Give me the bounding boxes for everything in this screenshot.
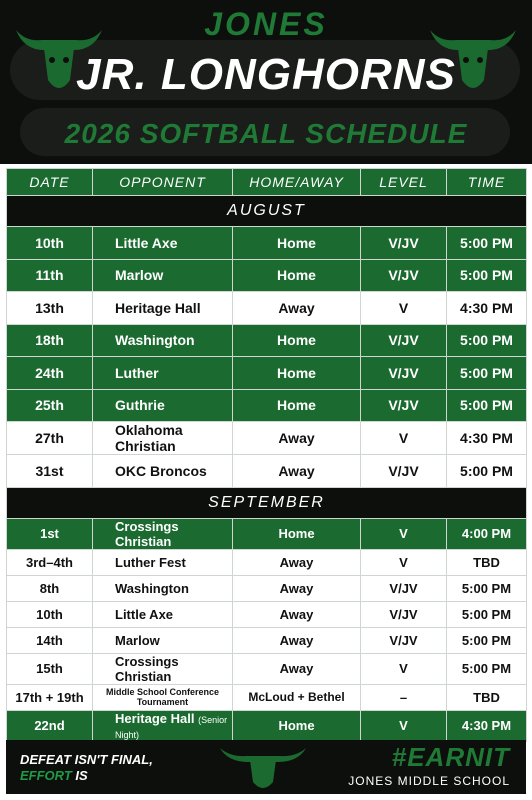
time-cell: TBD <box>447 549 527 575</box>
table-row <box>7 549 527 575</box>
level-cell: V <box>361 549 447 575</box>
school-title: JONES <box>204 6 328 42</box>
site-cell: Home <box>233 324 361 357</box>
table-row <box>7 627 527 653</box>
opponent-note: (Senior Night) <box>115 714 228 740</box>
date-cell: 15th <box>7 653 93 684</box>
month-row <box>7 487 527 518</box>
site-cell: Home <box>233 357 361 390</box>
date-cell: 24th <box>7 357 93 390</box>
header-row <box>7 169 527 196</box>
date-cell: 1st <box>7 518 93 549</box>
table-row <box>7 575 527 601</box>
opponent-cell: Crossings Christian <box>93 653 233 684</box>
table-row <box>7 455 527 488</box>
time-cell: 5:00 PM <box>447 653 527 684</box>
site-cell: Home <box>233 518 361 549</box>
longhorn-icon <box>218 742 308 794</box>
opponent-cell: Middle School Conference Tournament <box>93 684 233 710</box>
time-cell: 5:00 PM <box>447 227 527 260</box>
level-cell: V <box>361 292 447 325</box>
site-cell: Away <box>233 455 361 488</box>
level-cell: V <box>361 518 447 549</box>
date-cell: 14th <box>7 627 93 653</box>
table-row <box>7 684 527 710</box>
level-cell: V/JV <box>361 324 447 357</box>
level-cell: – <box>361 684 447 710</box>
opponent-cell: Marlow <box>93 259 233 292</box>
level-cell: V/JV <box>361 575 447 601</box>
level-cell: V <box>361 422 447 455</box>
slogan-is: IS <box>75 768 88 783</box>
table-row <box>7 357 527 390</box>
opponent-cell: Guthrie <box>93 389 233 422</box>
slogan-line1: DEFEAT ISN'T FINAL, <box>20 752 153 767</box>
time-cell: TBD <box>447 684 527 710</box>
time-cell: 4:30 PM <box>447 292 527 325</box>
footer-school-name: JONES MIDDLE SCHOOL <box>348 774 510 788</box>
table-row <box>7 292 527 325</box>
date-cell: 31st <box>7 455 93 488</box>
site-cell: Home <box>233 227 361 260</box>
col-level: LEVEL <box>361 169 447 196</box>
table-row <box>7 518 527 549</box>
time-cell: 5:00 PM <box>447 575 527 601</box>
site-cell: Away <box>233 422 361 455</box>
date-cell: 3rd–4th <box>7 549 93 575</box>
month-august: AUGUST <box>7 196 527 227</box>
date-cell: 13th <box>7 292 93 325</box>
date-cell: 17th + 19th <box>7 684 93 710</box>
site-cell: Home <box>233 710 361 741</box>
level-cell: V <box>361 653 447 684</box>
time-cell: 4:30 PM <box>447 422 527 455</box>
time-cell: 5:00 PM <box>447 601 527 627</box>
table-row <box>7 227 527 260</box>
col-date: DATE <box>7 169 93 196</box>
col-time: TIME <box>447 169 527 196</box>
slogan-effort: EFFORT <box>20 768 72 783</box>
opponent-cell: Washington <box>93 575 233 601</box>
opponent-cell: Luther Fest <box>93 549 233 575</box>
table-row <box>7 710 527 741</box>
header-banner <box>0 0 532 164</box>
level-cell: V <box>361 710 447 741</box>
table-row <box>7 324 527 357</box>
team-title: JR. LONGHORNS <box>76 50 456 99</box>
time-cell: 5:00 PM <box>447 259 527 292</box>
footer-banner <box>6 740 526 794</box>
hashtag: #EARNIT <box>391 742 510 772</box>
opponent-cell: OKC Broncos <box>93 455 233 488</box>
col-opponent: OPPONENT <box>93 169 233 196</box>
date-cell: 22nd <box>7 710 93 741</box>
level-cell: V/JV <box>361 601 447 627</box>
table-row <box>7 653 527 684</box>
date-cell: 18th <box>7 324 93 357</box>
site-cell: Away <box>233 292 361 325</box>
level-cell: V/JV <box>361 627 447 653</box>
opponent-cell: Oklahoma Christian <box>93 422 233 455</box>
site-cell: Home <box>233 389 361 422</box>
date-cell: 11th <box>7 259 93 292</box>
site-cell: Away <box>233 549 361 575</box>
time-cell: 5:00 PM <box>447 324 527 357</box>
date-cell: 25th <box>7 389 93 422</box>
level-cell: V/JV <box>361 389 447 422</box>
site-cell: Away <box>233 653 361 684</box>
season-title: 2026 SOFTBALL SCHEDULE <box>64 118 468 149</box>
opponent-cell: Marlow <box>93 627 233 653</box>
date-cell: 10th <box>7 227 93 260</box>
slogan <box>20 752 153 784</box>
site-cell: Home <box>233 259 361 292</box>
opponent-cell: Heritage Hall <box>93 292 233 325</box>
date-cell: 27th <box>7 422 93 455</box>
site-cell: McLoud + Bethel <box>233 684 361 710</box>
opponent-cell: Little Axe <box>93 601 233 627</box>
level-cell: V/JV <box>361 227 447 260</box>
table-row <box>7 259 527 292</box>
time-cell: 5:00 PM <box>447 389 527 422</box>
time-cell: 5:00 PM <box>447 357 527 390</box>
site-cell: Away <box>233 627 361 653</box>
time-cell: 5:00 PM <box>447 627 527 653</box>
opponent-cell: Luther <box>93 357 233 390</box>
site-cell: Away <box>233 601 361 627</box>
table-row <box>7 601 527 627</box>
schedule-table <box>6 168 527 742</box>
time-cell: 4:00 PM <box>447 518 527 549</box>
time-cell: 5:00 PM <box>447 455 527 488</box>
opponent-cell: Crossings Christian <box>93 518 233 549</box>
table-row <box>7 389 527 422</box>
level-cell: V/JV <box>361 455 447 488</box>
time-cell: 4:30 PM <box>447 710 527 741</box>
col-home-away: HOME/AWAY <box>233 169 361 196</box>
opponent-cell <box>93 710 233 741</box>
level-cell: V/JV <box>361 259 447 292</box>
date-cell: 10th <box>7 601 93 627</box>
opponent-cell: Washington <box>93 324 233 357</box>
opponent-name: Heritage Hall <box>115 710 195 726</box>
site-cell: Away <box>233 575 361 601</box>
date-cell: 8th <box>7 575 93 601</box>
opponent-cell: Little Axe <box>93 227 233 260</box>
month-row <box>7 196 527 227</box>
level-cell: V/JV <box>361 357 447 390</box>
month-september: SEPTEMBER <box>7 487 527 518</box>
table-row <box>7 422 527 455</box>
